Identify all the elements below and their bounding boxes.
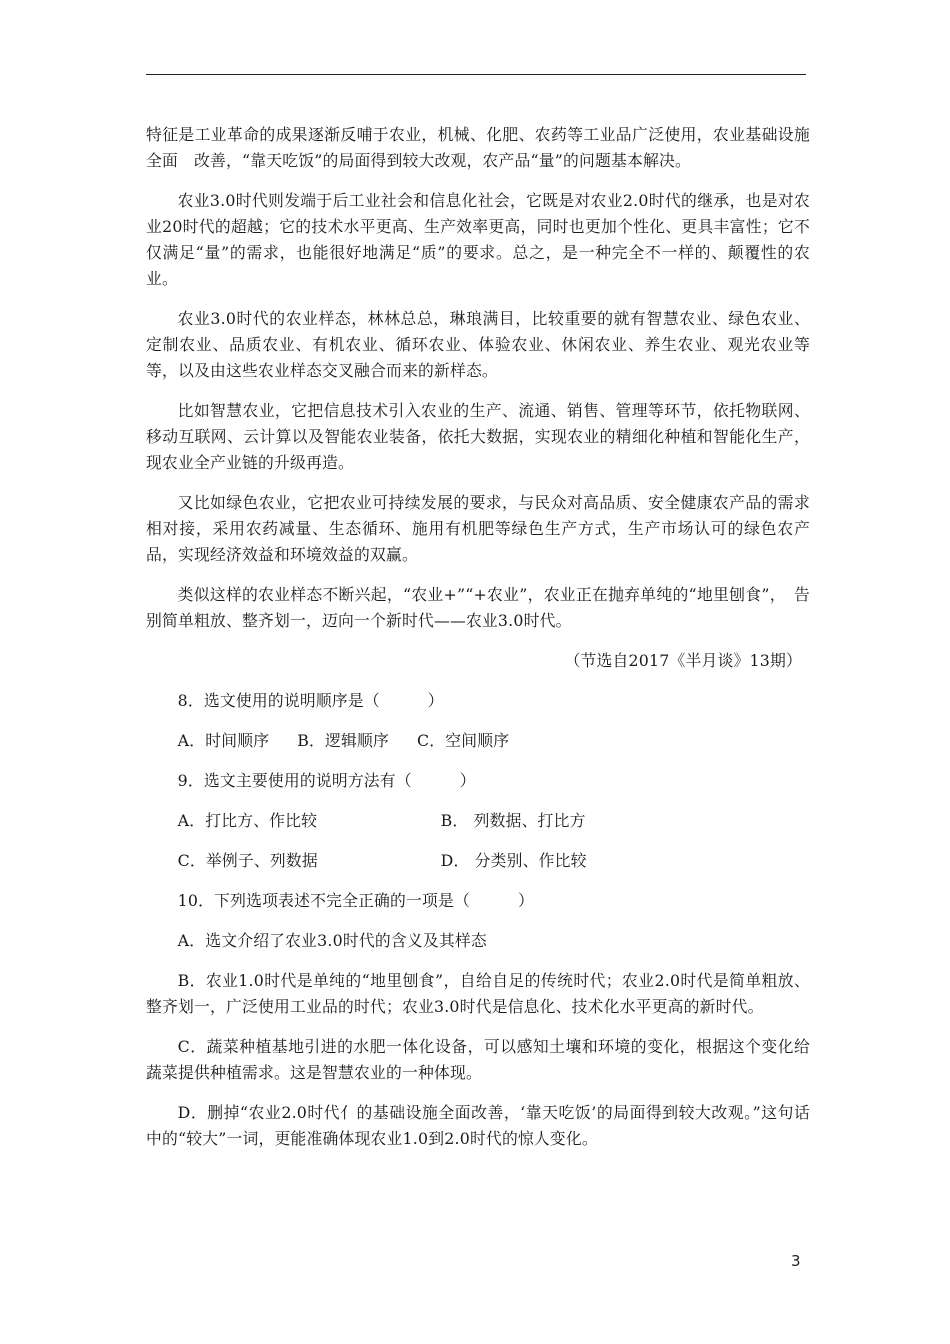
question-8-options (146, 728, 810, 754)
passage-paragraph-2: 农业3.0时代则发端于后工业社会和信息化社会，它既是对农业2.0时代的继承，也是对农业20时代的超越；它的技术水平更高、生产效率更高，同时也更加个性化、更具丰富性；它不仅满足“量”的需求，也能很好地满足“质”的要求。总之，是一种完全不一样的、颠覆性的农业。 (146, 191, 810, 288)
question-8-stem: 8．选文使用的说明顺序是（ ） (177, 691, 444, 710)
q10-option-b: B．农业1.0时代是单纯的“地里刨食”，自给自足的传统时代；农业2.0时代是简单粗放、整齐划一，广泛使用工业品的时代；农业3.0时代是信息化、技术化水平更高的新时代。 (146, 971, 810, 1016)
page-number: 3 (791, 1252, 801, 1270)
q10-option-c: C．蔬菜种植基地引进的水肥一体化设备，可以感知土壤和环境的变化，根据这个变化给蔬菜提供种植需求。这是智慧农业的一种体现。 (146, 1037, 810, 1082)
q9-option-d: D． 分类别、作比较 (440, 851, 587, 870)
q9-option-a: A．打比方、作比较 (177, 811, 318, 830)
q10-option-a: A．选文介绍了农业3.0时代的含义及其样态 (177, 931, 487, 950)
q8-option-c: C．空间顺序 (416, 731, 510, 750)
passage-paragraph-1: 特征是工业革命的成果逐渐反哺于农业，机械、化肥、农药等工业品广泛使用，农业基础设施全面 改善，“靠天吃饭”的局面得到较大改观，农产品“量”的问题基本解决。 (146, 125, 810, 170)
q8-option-b: B．逻辑顺序 (297, 731, 389, 750)
question-9-stem: 9．选文主要使用的说明方法有（ ） (177, 771, 476, 790)
question-9-options-row-2 (146, 848, 810, 874)
q10-option-d: D．删掉“农业2.0时代亻的基础设施全面改善，‘靠天吃饭’的局面得到较大改观。”这句话中的“较大”一词，更能准确体现农业1.0到2.0时代的惊人变化。 (146, 1103, 810, 1148)
passage-paragraph-4: 比如智慧农业，它把信息技术引入农业的生产、流通、销售、管理等环节，依托物联网、移动互联网、云计算以及智能农业装备，依托大数据，实现农业的精细化种植和智能化生产，现农业全产业链的升级再造。 (146, 401, 810, 472)
passage-paragraph-3: 农业3.0时代的农业样态，林林总总，琳琅满目，比较重要的就有智慧农业、绿色农业、定制农业、品质农业、有机农业、循环农业、体验农业、休闲农业、养生农业、观光农业等等，以及由这些农业样态交叉融合而来的新样态。 (146, 309, 810, 380)
passage-paragraph-6: 类似这样的农业样态不断兴起，“农业+”“+农业”，农业正在抛弃单纯的“地里刨食”， 告别简单粗放、整齐划一，迈向一个新时代——农业3.0时代。 (146, 585, 810, 630)
q9-option-c: C．举例子、列数据 (177, 851, 318, 870)
passage-paragraph-5: 又比如绿色农业，它把农业可持续发展的要求，与民众对高品质、安全健康农产品的需求相对接，采用农药减量、生态循环、施用有机肥等绿色生产方式，生产市场认可的绿色农产品，实现经济效益和环境效益的双赢。 (146, 493, 810, 564)
header-rule (146, 74, 806, 75)
page-content (146, 122, 810, 1166)
question-9-options-row-1 (146, 808, 810, 834)
source-citation: （节选自2017《半月谈》13期） (564, 651, 802, 670)
q8-option-a: A．时间顺序 (177, 731, 270, 750)
q9-option-b: B． 列数据、打比方 (440, 811, 586, 830)
question-10-stem: 10．下列选项表述不完全正确的一项是（ ） (177, 891, 535, 910)
